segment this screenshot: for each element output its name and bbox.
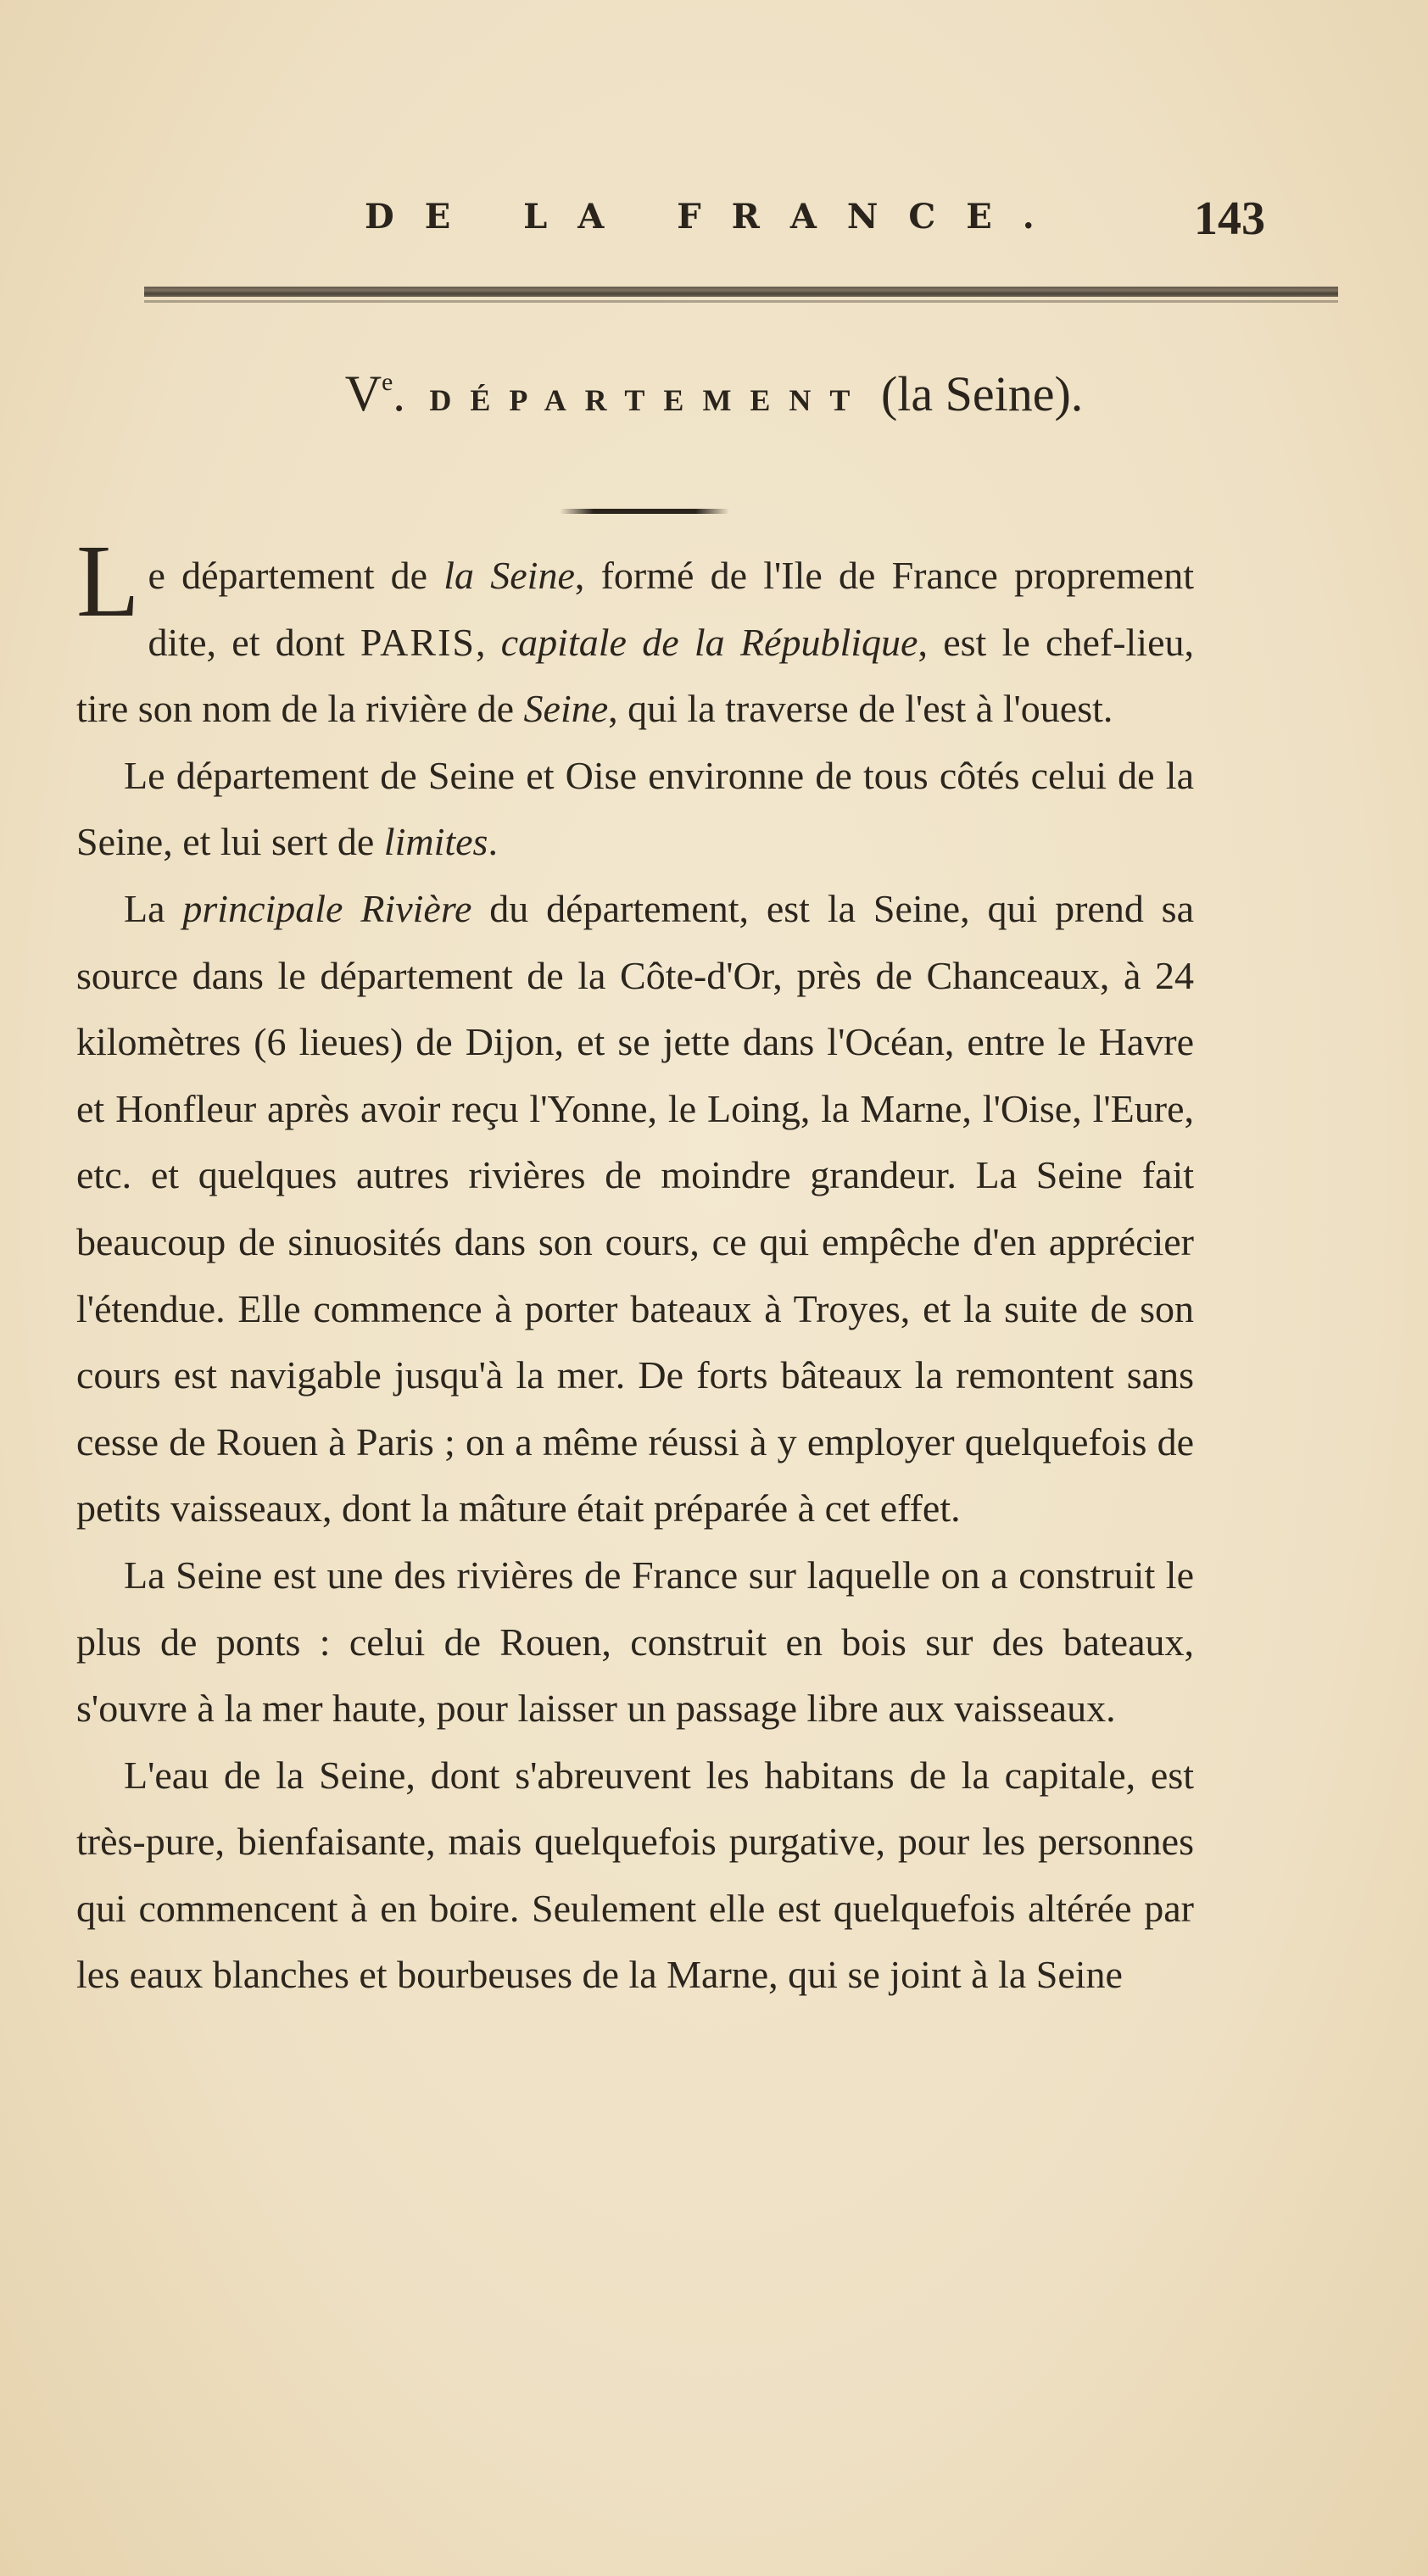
header-rule-thin [144, 300, 1338, 303]
paragraph [76, 743, 1194, 876]
text-run: du département, est la Seine, qui prend sa source dans le département de la Côte-d'Or, près de Chanceaux, à 24 kilomètres (6 lieues) de Dijon, et se jette dans l'Océan, entre le Havre et Honfleur après avoir reçu l'Yonne, le Loing, la Marne, l'Oise, l'Eure, etc. et quelques autres rivières de moindre grandeur. La Seine fait beaucoup de sinuosités dans son cours, ce qui empêche d'en apprécier l'étendue. Elle commence à porter bateaux à Troyes, et la suite de son cours est navigable jusqu'à la mer. De forts bâteaux la remontent sans cesse de Rouen à Paris ; on a même réussi à y employer quelquefois de petits vaisseaux, dont la mâture était préparée à cet effet. [76, 886, 1195, 1531]
header-rule [144, 287, 1338, 297]
section-number-suffix: e [382, 368, 393, 396]
italic-run: capitale de la République [500, 620, 918, 664]
section-number [345, 365, 393, 421]
ornament-rule [560, 509, 729, 514]
paragraph [76, 1742, 1194, 2009]
section-label: DÉPARTEMENT [429, 383, 869, 417]
text-run: , [475, 620, 501, 664]
section-number-dot: . [393, 366, 405, 421]
text-run: , est le chef-lieu, tire son nom de la rivière de [76, 620, 1195, 731]
italic-run: limites [383, 820, 488, 864]
section-name: (la Seine). [880, 366, 1084, 421]
text-run: L'eau de la Seine, dont s'abreuvent les habitans de la capitale, est très-pure, bienfaisante, mais quelquefois purgative, pour les personnes qui commencent à en boire. Seulement elle est quelquefois altérée par les eaux blanches et bourbeuses de la Marne, qui se joint à la Seine [76, 1753, 1194, 1997]
section-heading [0, 365, 1428, 423]
section-number-numeral: V [344, 365, 382, 421]
text-run: . [488, 820, 498, 864]
text-run: La Seine est une des rivières de France sur laquelle on a construit le plus de ponts : celui de Rouen, construit en bois sur des bateaux, s'ouvre à la mer haute, pour laisser un passage libre aux vaisseaux. [76, 1553, 1194, 1731]
text-run: PARIS [360, 620, 476, 664]
paragraph [76, 1542, 1194, 1742]
italic-run: la Seine [443, 554, 575, 597]
running-head [0, 192, 1428, 248]
text-run: La [124, 886, 183, 930]
text-run: Le département de [76, 524, 444, 638]
page-number: 143 [1194, 192, 1265, 245]
body-text [76, 524, 1195, 2009]
text-run: , formé de l'Ile de France proprement dite, et dont [148, 554, 1194, 664]
text-run: Le département de Seine et Oise environne de tous côtés celui de la Seine, et lui sert de [76, 753, 1194, 864]
text-run: , qui la traverse de l'est à l'ouest. [608, 687, 1113, 731]
paragraph [76, 524, 1195, 743]
running-title: DE LA FRANCE. [365, 197, 1065, 237]
paragraph [76, 876, 1194, 1542]
italic-run: principale Rivière [182, 886, 472, 930]
italic-run: Seine [523, 687, 609, 731]
